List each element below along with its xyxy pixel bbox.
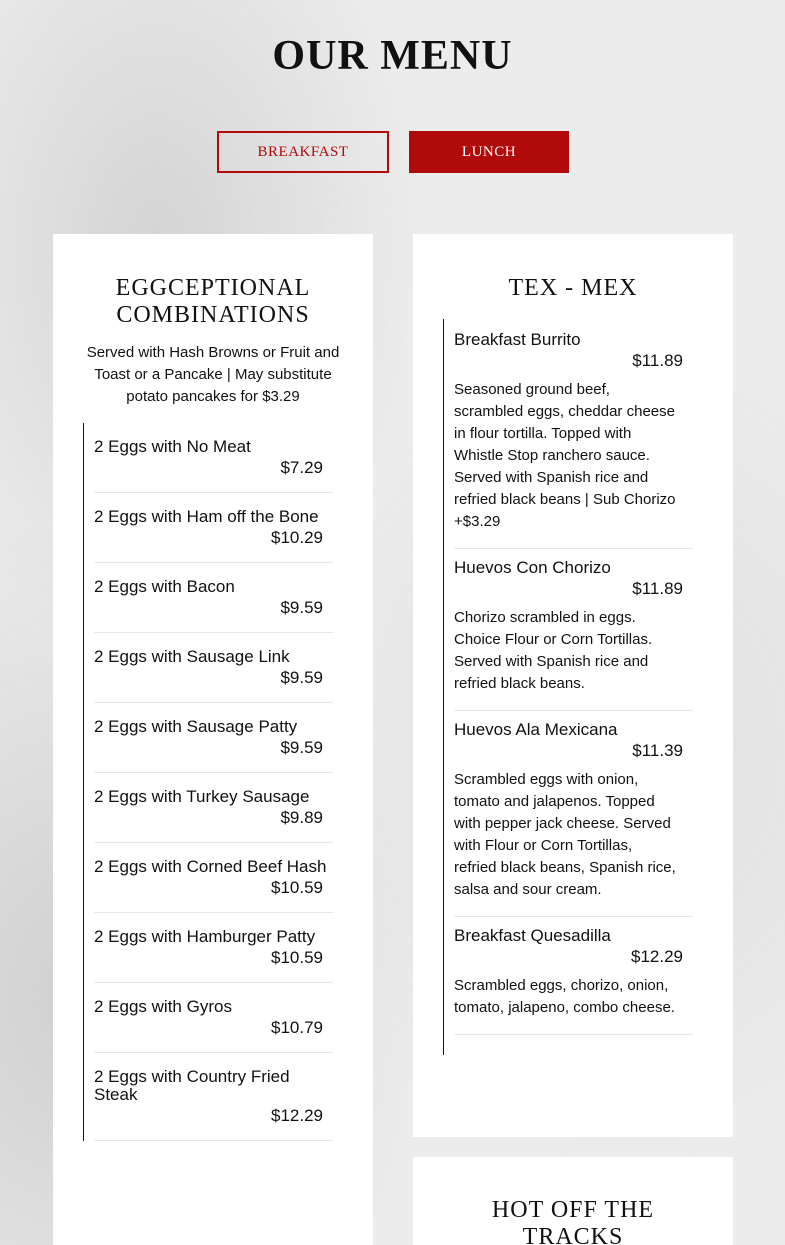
item-name: 2 Eggs with Bacon	[94, 577, 235, 596]
menu-item	[94, 718, 333, 773]
menu-tabs	[217, 131, 569, 173]
menu-item	[94, 438, 333, 493]
item-name: 2 Eggs with No Meat	[94, 437, 251, 456]
tab-lunch[interactable]: LUNCH	[409, 131, 569, 173]
item-description: Seasoned ground beef, scrambled eggs, cheddar cheese in flour tortilla. Topped with Whistle Stop ranchero sauce. Served with Spanish rice and refried black beans | Sub Chorizo +$3.29	[454, 381, 676, 530]
menu-item-list	[83, 423, 373, 1141]
menu-card-tex-mex	[413, 234, 733, 1137]
menu-item	[454, 331, 693, 549]
section-title: HOT OFF THE TRACKS	[491, 1197, 655, 1245]
item-name: 2 Eggs with Gyros	[94, 997, 232, 1016]
menu-item	[94, 998, 333, 1053]
item-price: $7.29	[280, 458, 323, 477]
menu-item	[94, 508, 333, 563]
menu-item	[454, 559, 693, 711]
item-name: 2 Eggs with Sausage Link	[94, 647, 290, 666]
item-price: $11.89	[632, 351, 683, 370]
item-name: Huevos Ala Mexicana	[454, 720, 618, 739]
item-name: 2 Eggs with Hamburger Patty	[94, 927, 316, 946]
item-price: $9.59	[280, 598, 323, 617]
menu-item	[94, 788, 333, 843]
item-name: 2 Eggs with Corned Beef Hash	[94, 857, 327, 876]
item-price: $12.29	[631, 947, 683, 966]
item-description: Scrambled eggs with onion, tomato and jalapenos. Topped with pepper jack cheese. Served with Flour or Corn Tortillas, refried black beans, Spanish rice, salsa and sour cream.	[454, 771, 676, 898]
tab-breakfast[interactable]: BREAKFAST	[217, 131, 389, 173]
item-price: $9.59	[280, 668, 323, 687]
item-name: Huevos Con Chorizo	[454, 558, 611, 577]
item-name: Breakfast Burrito	[454, 330, 581, 349]
menu-card-hot-off-the-tracks	[413, 1157, 733, 1245]
menu-item-list	[443, 319, 733, 1055]
item-description: Scrambled eggs, chorizo, onion, tomato, jalapeno, combo cheese.	[454, 977, 675, 1016]
menu-item	[94, 1068, 333, 1141]
item-price: $10.79	[271, 1018, 323, 1037]
item-price: $9.89	[280, 808, 323, 827]
item-name: Breakfast Quesadilla	[454, 926, 611, 945]
page-title: OUR MENU	[272, 33, 513, 79]
section-subtitle: Served with Hash Browns or Fruit and Toast or a Pancake | May substitute potato pancakes for $3.29	[86, 344, 340, 405]
menu-item	[94, 858, 333, 913]
menu-item	[94, 928, 333, 983]
section-title: TEX - MEX	[508, 275, 638, 301]
item-price: $9.59	[280, 738, 323, 757]
item-name: 2 Eggs with Country Fried Steak	[94, 1067, 290, 1104]
item-price: $10.59	[271, 878, 323, 897]
item-name: 2 Eggs with Ham off the Bone	[94, 507, 319, 526]
item-price: $10.29	[271, 528, 323, 547]
menu-item	[94, 648, 333, 703]
item-name: 2 Eggs with Turkey Sausage	[94, 787, 310, 806]
menu-card-eggceptional	[53, 234, 373, 1245]
item-price: $10.59	[271, 948, 323, 967]
menu-item	[454, 927, 693, 1035]
menu-item	[454, 721, 693, 917]
item-price: $12.29	[271, 1106, 323, 1125]
item-price: $11.89	[632, 579, 683, 598]
item-price: $11.39	[632, 741, 683, 760]
item-name: 2 Eggs with Sausage Patty	[94, 717, 298, 736]
menu-item	[94, 578, 333, 633]
item-description: Chorizo scrambled in eggs. Choice Flour or Corn Tortillas. Served with Spanish rice and refried black beans.	[454, 609, 653, 692]
section-title: EGGCEPTIONAL COMBINATIONS	[115, 275, 311, 328]
